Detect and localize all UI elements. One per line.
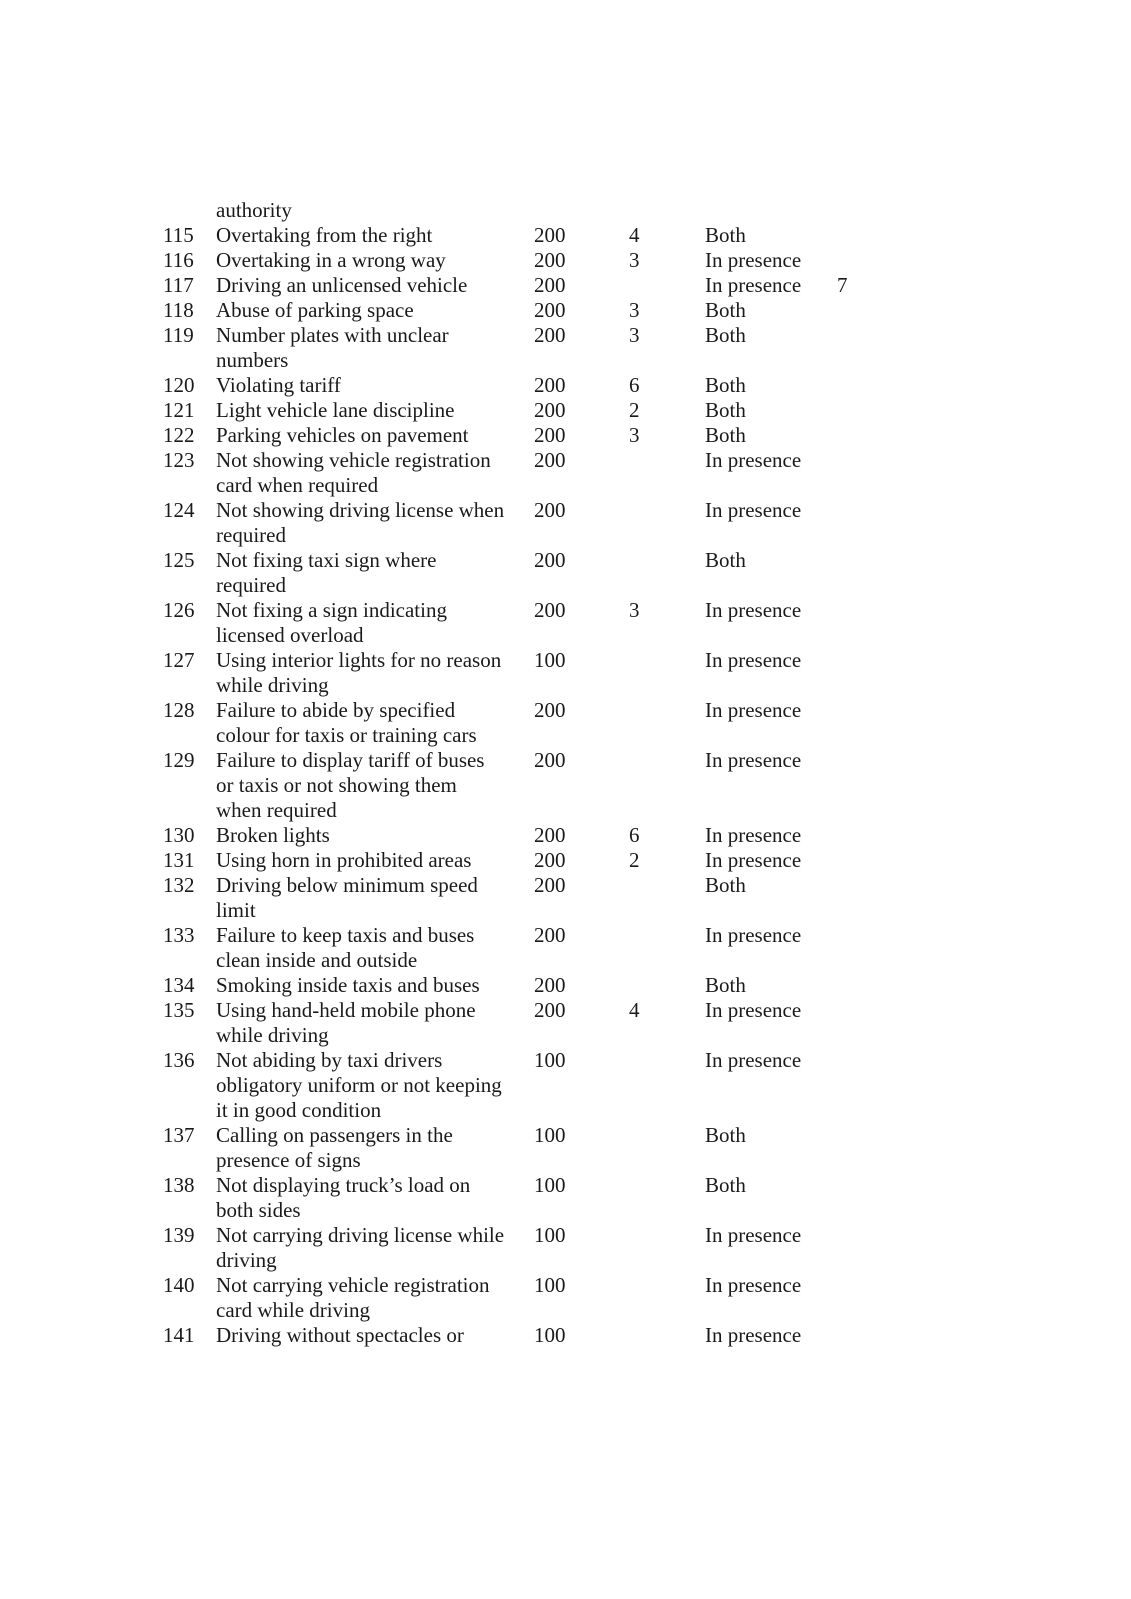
table-row [160, 1123, 880, 1173]
violation-description [216, 873, 528, 923]
fine-amount: 200 [534, 248, 566, 272]
table-row [160, 923, 880, 973]
table-row [160, 648, 880, 698]
violation-category: Both [705, 873, 746, 897]
description-line: obligatory uniform or not keeping [216, 1073, 502, 1097]
fine-amount: 200 [534, 698, 566, 722]
description-line: card while driving [216, 1298, 370, 1322]
fine-amount: 200 [534, 923, 566, 947]
description-line: or taxis or not showing them [216, 773, 457, 797]
table-row [160, 373, 880, 398]
violation-category: In presence [705, 998, 802, 1022]
violation-description [216, 423, 528, 448]
description-line: Failure to abide by specified [216, 698, 456, 722]
violation-number: 138 [163, 1173, 195, 1197]
violation-description [216, 748, 528, 823]
violation-category: In presence [705, 1323, 802, 1347]
description-line: required [216, 573, 286, 597]
violation-description [216, 973, 528, 998]
page-note: 7 [837, 273, 848, 297]
description-line: driving [216, 1248, 277, 1272]
violation-category: In presence [705, 248, 802, 272]
fine-amount: 200 [534, 498, 566, 522]
violation-category: In presence [705, 823, 802, 847]
violation-description [216, 323, 528, 373]
fine-amount: 100 [534, 648, 566, 672]
description-line: Light vehicle lane discipline [216, 398, 455, 422]
violation-category: Both [705, 373, 746, 397]
description-line: Not fixing taxi sign where [216, 548, 437, 572]
violation-number: 115 [163, 223, 194, 247]
description-line: card when required [216, 473, 379, 497]
violation-description [216, 1323, 528, 1348]
violation-description [216, 373, 528, 398]
violation-description [216, 923, 528, 973]
description-line: Number plates with unclear [216, 323, 449, 347]
violation-category: In presence [705, 648, 802, 672]
violation-description [216, 498, 528, 548]
fine-amount: 200 [534, 748, 566, 772]
continuation-text: authority [216, 198, 292, 222]
violation-number: 122 [163, 423, 195, 447]
violation-number: 125 [163, 548, 195, 572]
violation-description [216, 1048, 528, 1123]
fine-amount: 200 [534, 548, 566, 572]
fine-amount: 100 [534, 1273, 566, 1297]
description-line: Not showing vehicle registration [216, 448, 491, 472]
fine-amount: 200 [534, 223, 566, 247]
fine-amount: 200 [534, 998, 566, 1022]
table-row [160, 1273, 880, 1323]
violation-category: Both [705, 1173, 746, 1197]
violation-description [216, 1273, 528, 1323]
description-line: it in good condition [216, 1098, 382, 1122]
penalty-points: 3 [629, 323, 640, 347]
penalty-points: 6 [629, 823, 640, 847]
description-line: when required [216, 798, 337, 822]
table-row [160, 1323, 880, 1348]
violation-number: 129 [163, 748, 195, 772]
violation-number: 133 [163, 923, 195, 947]
description-line: Not displaying truck’s load on [216, 1173, 471, 1197]
description-line: Driving below minimum speed [216, 873, 478, 897]
description-line: Using horn in prohibited areas [216, 848, 472, 872]
violation-number: 128 [163, 698, 195, 722]
violation-number: 116 [163, 248, 194, 272]
fine-amount: 100 [534, 1173, 566, 1197]
description-line: Using interior lights for no reason [216, 648, 502, 672]
penalty-points: 4 [629, 998, 640, 1022]
fine-amount: 200 [534, 848, 566, 872]
violation-number: 134 [163, 973, 195, 997]
description-line: Using hand-held mobile phone [216, 998, 476, 1022]
violation-category: In presence [705, 1273, 802, 1297]
description-line: both sides [216, 1198, 301, 1222]
violation-number: 135 [163, 998, 195, 1022]
violation-number: 141 [163, 1323, 195, 1347]
description-line: clean inside and outside [216, 948, 418, 972]
violation-description [216, 1123, 528, 1173]
fine-amount: 200 [534, 873, 566, 897]
violation-description [216, 998, 528, 1048]
description-line: licensed overload [216, 623, 364, 647]
violation-description [216, 298, 528, 323]
violation-number: 139 [163, 1223, 195, 1247]
table-row [160, 1173, 880, 1223]
description-line: Driving without spectacles or [216, 1323, 464, 1347]
fine-amount: 200 [534, 823, 566, 847]
table-row [160, 848, 880, 873]
fine-amount: 200 [534, 598, 566, 622]
table-row [160, 998, 880, 1048]
violation-number: 130 [163, 823, 195, 847]
description-line: while driving [216, 673, 329, 697]
fine-amount: 200 [534, 448, 566, 472]
table-row [160, 223, 880, 248]
table-row [160, 1223, 880, 1273]
description-line: Not abiding by taxi drivers [216, 1048, 443, 1072]
description-line: Not carrying driving license while [216, 1223, 505, 1247]
table-row [160, 398, 880, 423]
table-row [160, 598, 880, 648]
fine-amount: 100 [534, 1323, 566, 1347]
continuation-row [160, 198, 880, 223]
table-row [160, 498, 880, 548]
violation-category: Both [705, 423, 746, 447]
violation-description [216, 823, 528, 848]
description-line: Calling on passengers in the [216, 1123, 453, 1147]
violation-number: 124 [163, 498, 195, 522]
violation-description [216, 698, 528, 748]
table-row [160, 698, 880, 748]
table-row [160, 823, 880, 848]
violation-category: In presence [705, 273, 802, 297]
description-line: Smoking inside taxis and buses [216, 973, 480, 997]
violation-number: 136 [163, 1048, 195, 1072]
violation-number: 121 [163, 398, 195, 422]
violation-description [216, 1223, 528, 1273]
violation-description [216, 248, 528, 273]
table-row [160, 548, 880, 598]
violation-category: In presence [705, 698, 802, 722]
fine-amount: 100 [534, 1223, 566, 1247]
penalty-points: 3 [629, 298, 640, 322]
violation-category: In presence [705, 498, 802, 522]
description-line: Overtaking in a wrong way [216, 248, 446, 272]
table-row [160, 973, 880, 998]
description-line: colour for taxis or training cars [216, 723, 477, 747]
description-line: Driving an unlicensed vehicle [216, 273, 468, 297]
violation-category: Both [705, 223, 746, 247]
table-row [160, 298, 880, 323]
violation-number: 131 [163, 848, 195, 872]
penalty-points: 2 [629, 848, 640, 872]
fine-amount: 100 [534, 1048, 566, 1072]
violation-description [216, 848, 528, 873]
violation-description [216, 1173, 528, 1223]
description-line: presence of signs [216, 1148, 361, 1172]
violation-category: Both [705, 398, 746, 422]
table-row [160, 873, 880, 923]
violation-category: In presence [705, 848, 802, 872]
violation-number: 127 [163, 648, 195, 672]
violation-description [216, 273, 528, 298]
description-line: Not fixing a sign indicating [216, 598, 447, 622]
violation-description [216, 648, 528, 698]
penalty-points: 3 [629, 598, 640, 622]
penalty-points: 3 [629, 248, 640, 272]
description-line: Failure to display tariff of buses [216, 748, 485, 772]
table-row [160, 748, 880, 823]
violation-category: In presence [705, 1223, 802, 1247]
description-line: Parking vehicles on pavement [216, 423, 469, 447]
fine-amount: 200 [534, 423, 566, 447]
violation-number: 120 [163, 373, 195, 397]
penalty-points: 4 [629, 223, 640, 247]
violation-number: 118 [163, 298, 194, 322]
violation-description [216, 548, 528, 598]
violation-category: Both [705, 548, 746, 572]
violation-number: 137 [163, 1123, 195, 1147]
table-row [160, 248, 880, 273]
violation-category: Both [705, 973, 746, 997]
violation-number: 140 [163, 1273, 195, 1297]
violation-description [216, 398, 528, 423]
description-line: required [216, 523, 286, 547]
violation-category: Both [705, 1123, 746, 1147]
description-line: limit [216, 898, 256, 922]
violations-table [160, 198, 880, 1348]
description-line: Not showing driving license when [216, 498, 505, 522]
description-line: Not carrying vehicle registration [216, 1273, 490, 1297]
violation-number: 132 [163, 873, 195, 897]
violation-category: Both [705, 323, 746, 347]
violation-number: 126 [163, 598, 195, 622]
description-line: Failure to keep taxis and buses [216, 923, 475, 947]
fine-amount: 200 [534, 298, 566, 322]
violation-category: In presence [705, 1048, 802, 1072]
fine-amount: 200 [534, 973, 566, 997]
violation-category: Both [705, 298, 746, 322]
violation-number: 119 [163, 323, 194, 347]
description-line: Broken lights [216, 823, 330, 847]
penalty-points: 2 [629, 398, 640, 422]
violation-number: 117 [163, 273, 194, 297]
table-row [160, 1048, 880, 1123]
violation-category: In presence [705, 598, 802, 622]
violation-description [216, 598, 528, 648]
description-line: numbers [216, 348, 289, 372]
violation-category: In presence [705, 448, 802, 472]
table-row [160, 448, 880, 498]
table-row [160, 273, 880, 298]
fine-amount: 200 [534, 323, 566, 347]
violation-description [216, 448, 528, 498]
fine-amount: 200 [534, 398, 566, 422]
description-line: Violating tariff [216, 373, 341, 397]
penalty-points: 6 [629, 373, 640, 397]
table-row [160, 423, 880, 448]
violation-category: In presence [705, 748, 802, 772]
fine-amount: 200 [534, 273, 566, 297]
penalty-points: 3 [629, 423, 640, 447]
fine-amount: 200 [534, 373, 566, 397]
violation-number: 123 [163, 448, 195, 472]
violation-description [216, 223, 528, 248]
description-line: while driving [216, 1023, 329, 1047]
table-row [160, 323, 880, 373]
fine-amount: 100 [534, 1123, 566, 1147]
description-line: Abuse of parking space [216, 298, 414, 322]
violation-category: In presence [705, 923, 802, 947]
description-line: Overtaking from the right [216, 223, 433, 247]
